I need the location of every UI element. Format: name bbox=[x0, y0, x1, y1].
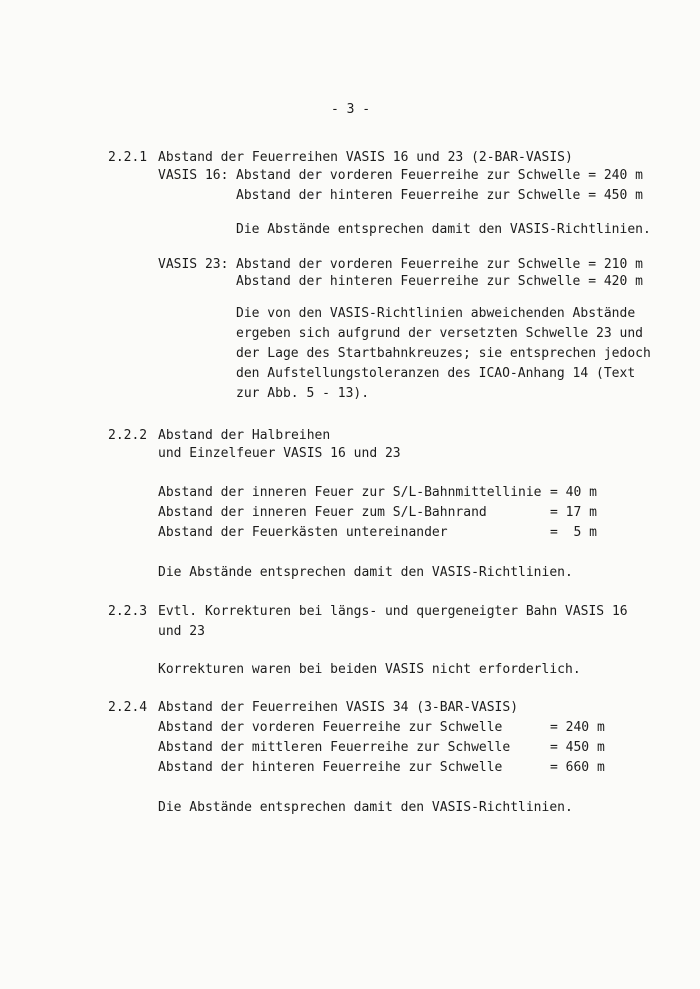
vasis-16-note: Die Abstände entsprechen damit den VASIS-Richtlinien. bbox=[236, 222, 651, 237]
section-number-2-2-4: 2.2.4 bbox=[108, 700, 148, 715]
vasis-23-note-line: Die von den VASIS-Richtlinien abweichenden Abstände bbox=[236, 306, 636, 321]
section-title-2-2-1: Abstand der Feuerreihen VASIS 16 und 23 (2-BAR-VASIS) bbox=[158, 150, 573, 165]
section-title-2-2-4: Abstand der Feuerreihen VASIS 34 (3-BAR-VASIS) bbox=[158, 700, 519, 715]
section-2-2-3-note: Korrekturen waren bei beiden VASIS nicht erforderlich. bbox=[158, 662, 581, 677]
spacing-row-label: Abstand der inneren Feuer zum S/L-Bahnrand bbox=[158, 505, 487, 520]
vasis-23-line-1: Abstand der vorderen Feuerreihe zur Schwelle = 210 m bbox=[236, 257, 643, 272]
vasis-16-label: VASIS 16: bbox=[158, 168, 229, 183]
section-title-2-2-2-cont: und Einzelfeuer VASIS 16 und 23 bbox=[158, 446, 401, 461]
row-label: Abstand der hinteren Feuerreihe zur Schwelle bbox=[158, 760, 503, 775]
vasis-16-line-1: Abstand der vorderen Feuerreihe zur Schwelle = 240 m bbox=[236, 168, 643, 183]
vasis-23-note-line: zur Abb. 5 - 13). bbox=[236, 386, 370, 401]
section-title-2-2-3: Evtl. Korrekturen bei längs- und quergeneigter Bahn VASIS 16 bbox=[158, 604, 628, 619]
spacing-row-label: Abstand der Feuerkästen untereinander bbox=[158, 525, 448, 540]
row-value: = 660 m bbox=[550, 760, 605, 775]
spacing-row-value: = 17 m bbox=[550, 505, 597, 520]
vasis-23-line-2: Abstand der hinteren Feuerreihe zur Schwelle = 420 m bbox=[236, 274, 643, 289]
vasis-23-note-line: der Lage des Startbahnkreuzes; sie entsprechen jedoch bbox=[236, 346, 651, 361]
spacing-row-label: Abstand der inneren Feuer zur S/L-Bahnmittellinie bbox=[158, 485, 542, 500]
section-number-2-2-1: 2.2.1 bbox=[108, 150, 148, 165]
section-title-2-2-3-cont: und 23 bbox=[158, 624, 205, 639]
row-label: Abstand der vorderen Feuerreihe zur Schwelle bbox=[158, 720, 503, 735]
vasis-23-label: VASIS 23: bbox=[158, 257, 229, 272]
spacing-row-value: = 40 m bbox=[550, 485, 597, 500]
vasis-23-note-line: ergeben sich aufgrund der versetzten Schwelle 23 und bbox=[236, 326, 643, 341]
row-value: = 240 m bbox=[550, 720, 605, 735]
section-2-2-4-note: Die Abstände entsprechen damit den VASIS-Richtlinien. bbox=[158, 800, 573, 815]
spacing-row-value: = 5 m bbox=[550, 525, 597, 540]
page-number: - 3 - bbox=[331, 102, 371, 117]
section-number-2-2-2: 2.2.2 bbox=[108, 428, 148, 443]
section-title-2-2-2: Abstand der Halbreihen bbox=[158, 428, 331, 443]
row-label: Abstand der mittleren Feuerreihe zur Schwelle bbox=[158, 740, 511, 755]
section-number-2-2-3: 2.2.3 bbox=[108, 604, 148, 619]
vasis-23-note-line: den Aufstellungstoleranzen des ICAO-Anhang 14 (Text bbox=[236, 366, 636, 381]
section-2-2-2-note: Die Abstände entsprechen damit den VASIS-Richtlinien. bbox=[158, 565, 573, 580]
vasis-16-line-2: Abstand der hinteren Feuerreihe zur Schwelle = 450 m bbox=[236, 188, 643, 203]
row-value: = 450 m bbox=[550, 740, 605, 755]
